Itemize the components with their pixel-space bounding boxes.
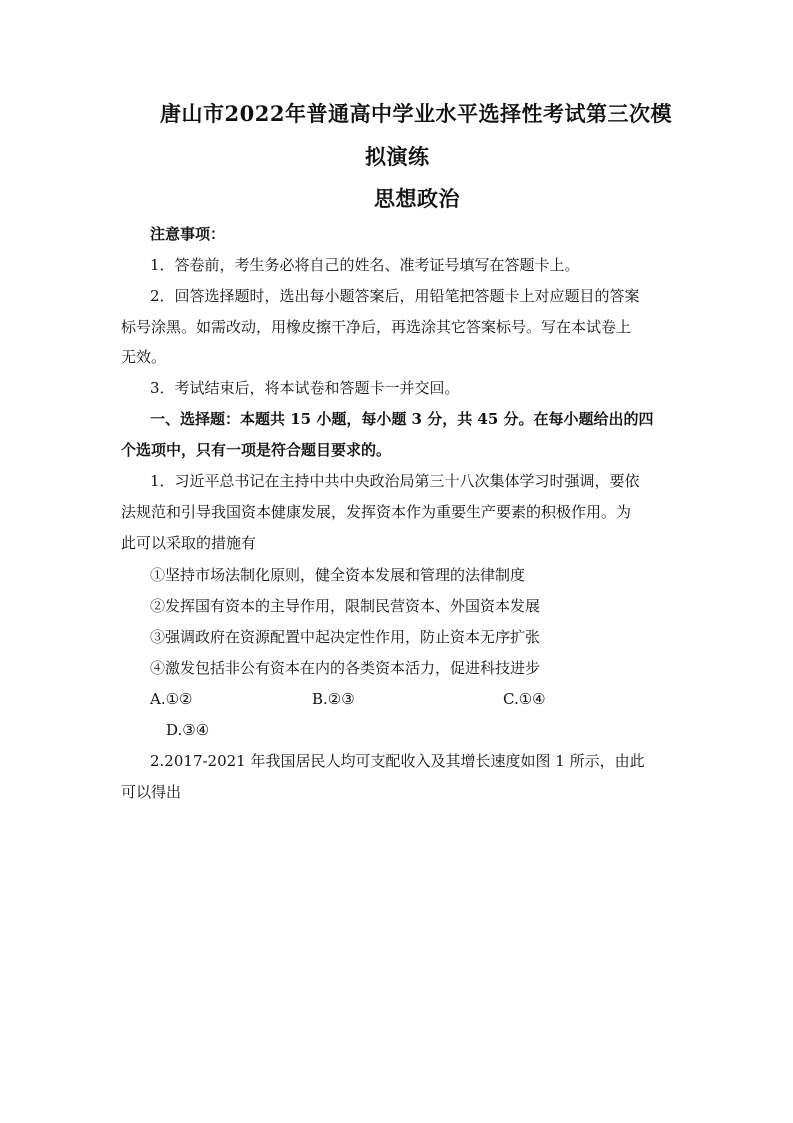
subject-title: 思想政治: [374, 186, 460, 211]
notice-item-1: 1．答卷前，考生务必将自己的姓名、准考证号填写在答题卡上。: [150, 256, 580, 274]
q1-stem-line3: 此可以采取的措施有: [121, 534, 257, 552]
exam-title-line1: 唐山市2022年普通高中学业水平选择性考试第三次模: [160, 101, 672, 126]
notice-item-2-cont: 标号涂黑。如需改动，用橡皮擦干净后，再选涂其它答案标号。写在本试卷上: [121, 318, 632, 336]
notice-item-2: 2．回答选择题时，选出每小题答案后，用铅笔把答题卡上对应题目的答案: [150, 287, 640, 305]
q1-option-a: A.①②: [150, 690, 193, 708]
q1-statement-3: ③强调政府在资源配置中起决定性作用，防止资本无序扩张: [150, 628, 541, 646]
section-heading-cont: 个选项中，只有一项是符合题目要求的。: [121, 441, 392, 459]
q1-statement-2: ②发挥国有资本的主导作用，限制民营资本、外国资本发展: [150, 597, 541, 615]
q2-stem-line1: 2.2017-2021 年我国居民人均可支配收入及其增长速度如图 1 所示，由此: [150, 752, 645, 770]
q1-option-d: D.③④: [166, 721, 210, 739]
q1-stem-line2: 法规范和引导我国资本健康发展，发挥资本作为重要生产要素的积极作用。为: [121, 503, 632, 521]
q1-option-b: B.②③: [312, 690, 355, 708]
exam-title-line2: 拟演练: [365, 144, 430, 169]
q1-statement-1: ①坚持市场法制化原则，健全资本发展和管理的法律制度: [150, 566, 526, 584]
q1-statement-4: ④激发包括非公有资本在内的各类资本活力，促进科技进步: [150, 659, 541, 677]
notice-item-2-end: 无效。: [121, 348, 167, 366]
q1-option-c: C.①④: [503, 690, 546, 708]
notice-item-3: 3．考试结束后，将本试卷和答题卡一并交回。: [150, 379, 460, 397]
q2-stem-line2: 可以得出: [121, 783, 182, 801]
notice-heading: 注意事项：: [150, 225, 226, 243]
q1-stem-line1: 1．习近平总书记在主持中共中央政治局第三十八次集体学习时强调，要依: [150, 472, 640, 490]
section-heading: 一、选择题：本题共 15 小题，每小题 3 分，共 45 分。在每小题给出的四: [150, 410, 654, 428]
